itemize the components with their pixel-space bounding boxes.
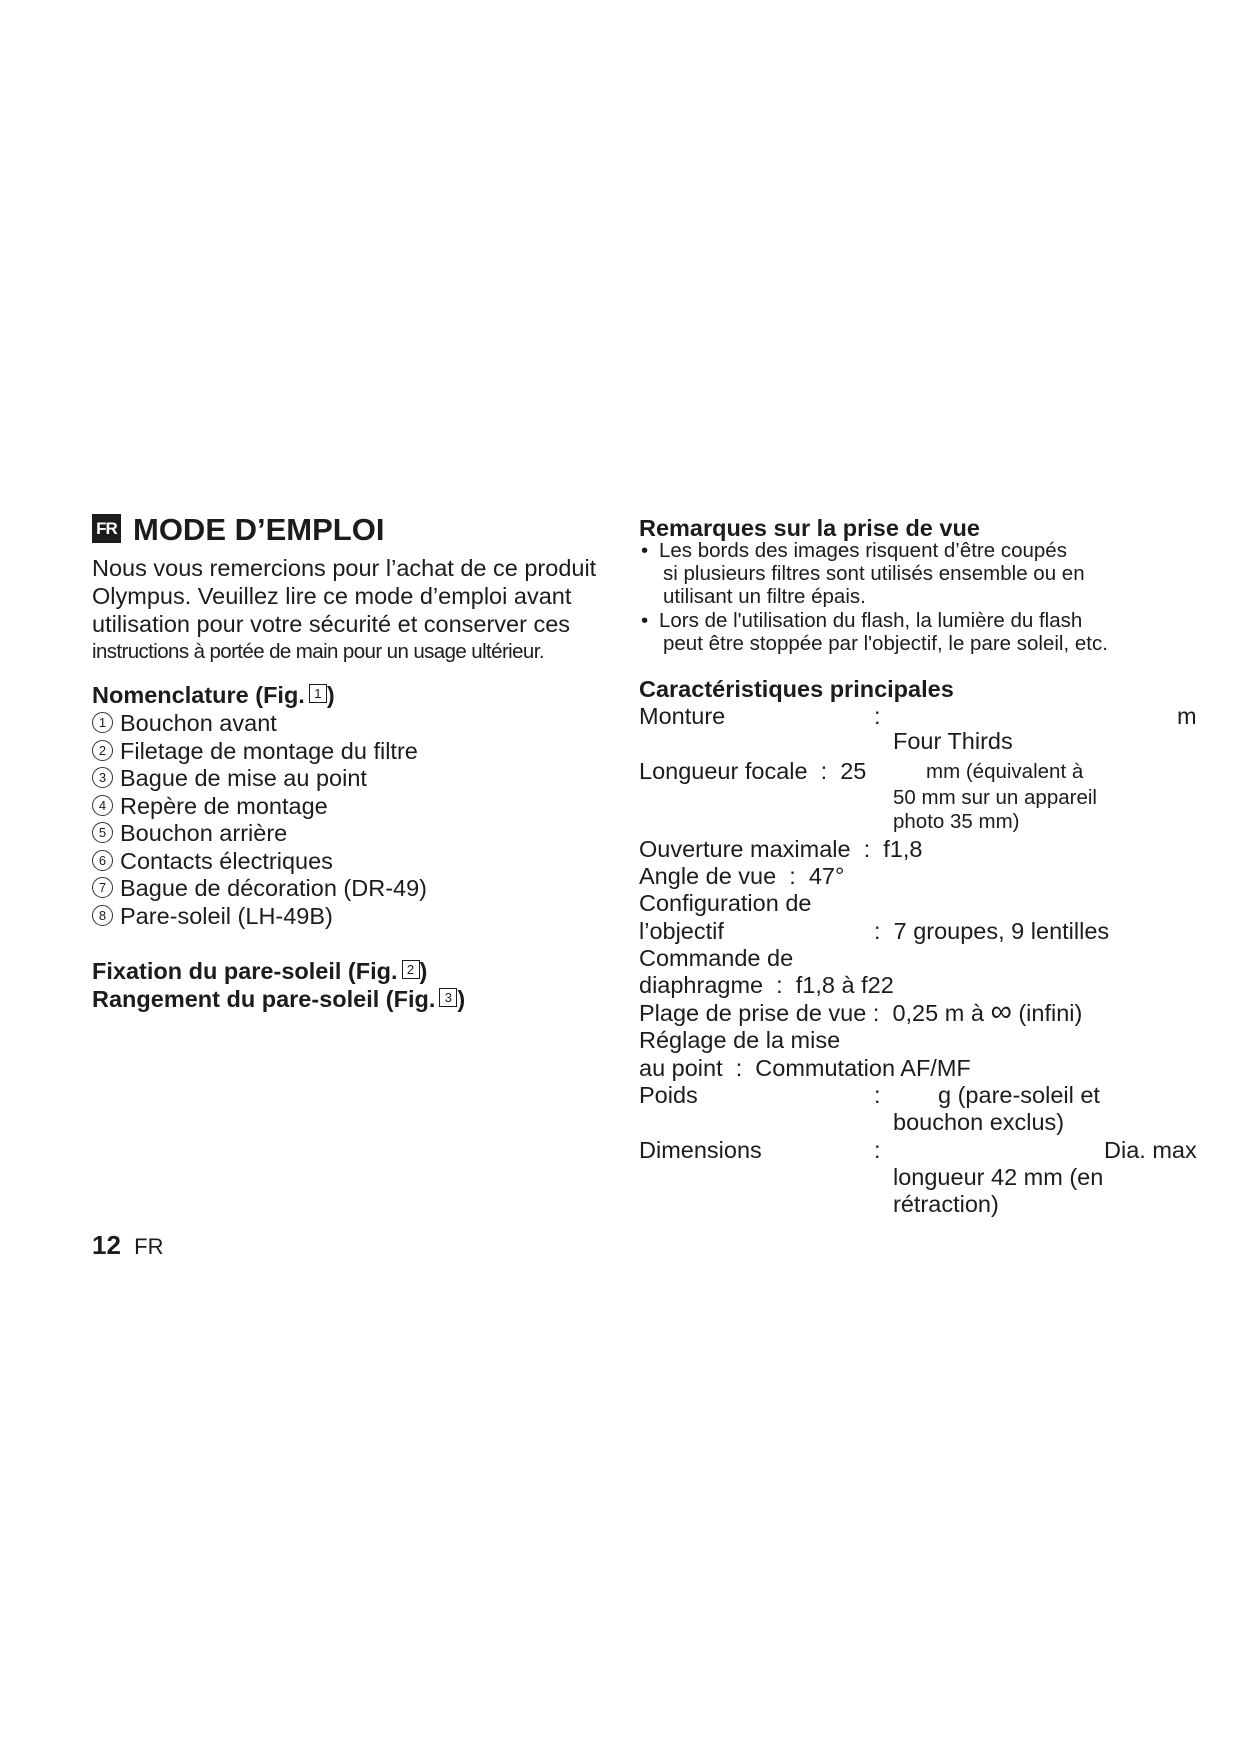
spec-value: 50 mm sur un appareil [893,786,1097,809]
spec-label: diaphragme [639,972,764,998]
spec-value: photo 35 mm) [893,810,1020,833]
page-number: 12 [92,1230,121,1260]
nomenclature-heading [92,681,335,709]
item-number: 3 [92,767,113,788]
intro-line: utilisation pour votre sécurité et conserver ces [92,611,571,637]
spec-value: f1,8 à f22 [795,972,894,998]
language-badge: FR [92,514,121,543]
spec-value: g (pare-soleil et [938,1082,1100,1108]
intro-line: instructions à portée de main pour un usage ultérieur. [92,640,544,663]
spec-label: au point [639,1055,723,1081]
list-item [641,609,1082,633]
list-item [641,539,1067,563]
bullet-text: Les bords des images risquent d’être coupés [659,539,1067,562]
item-number: 1 [92,712,113,733]
heading-paren: ) [419,958,428,984]
spec-colon: : [735,1055,743,1081]
spec-label-text: Longueur focale [639,758,808,784]
figure-ref: 1 [309,684,327,703]
page-footer [92,1230,163,1262]
bullet-text: utilisant un filtre épais. [663,585,866,608]
spec-colon: : [874,703,881,729]
list-item [92,902,333,930]
intro-line: Nous vous remercions pour l’achat de ce produit [92,555,597,581]
infinity-icon: ∞ [990,994,1012,1028]
list-item [92,737,418,765]
list-item [92,847,333,875]
item-number: 7 [92,877,113,898]
spec-value-row [874,917,1109,945]
spec-label: Commande de [639,945,794,971]
title-text: MODE D’EMPLOI [133,512,385,547]
spec-colon: : [872,1000,880,1026]
spec-value: Commutation AF/MF [755,1055,971,1081]
item-number: 4 [92,795,113,816]
heading-paren: ) [457,986,466,1012]
spec-cut-text: m [1177,703,1197,729]
spec-colon: : [820,758,828,784]
spec-row [639,862,844,890]
spec-value: 25 [840,758,867,784]
remarques-heading: Remarques sur la prise de vue [639,515,980,541]
item-number: 2 [92,740,113,761]
spec-colon: : [874,918,881,944]
item-label: Filetage de montage du filtre [120,738,418,764]
list-item [92,819,287,847]
nomenclature-heading-text: Nomenclature (Fig. [92,682,305,708]
spec-value: mm (équivalent à [926,760,1084,783]
spec-row [639,994,1083,1028]
item-number: 5 [92,822,113,843]
list-item [92,874,427,902]
list-item [92,764,367,792]
rangement-text: Rangement du pare-soleil (Fig. [92,986,436,1012]
spec-value: 47° [808,863,845,889]
spec-value: (infini) [1018,1000,1083,1026]
page-title [92,512,384,548]
spec-label: Plage de prise de vue [639,1000,867,1026]
spec-row [639,1054,971,1082]
figure-ref: 2 [402,960,420,979]
spec-label [639,757,866,785]
item-label: Bouchon arrière [120,820,288,846]
spec-value: longueur 42 mm (en [893,1164,1104,1190]
fixation-heading [92,957,427,985]
spec-colon: : [776,972,783,998]
spec-value: 7 groupes, 9 lentilles [893,918,1110,944]
spec-label: l’objectif [639,918,724,944]
intro-line: Olympus. Veuillez lire ce mode d’emploi avant [92,583,572,609]
spec-cut-text: Dia. max [1104,1137,1197,1163]
page-language: FR [134,1234,164,1259]
bullet-text: peut être stoppée par l'objectif, le pare soleil, etc. [663,632,1108,655]
item-number: 8 [92,905,113,926]
specs-heading: Caractéristiques principales [639,676,954,702]
spec-colon: : [789,863,796,889]
spec-label: Monture [639,703,726,729]
spec-value: Four Thirds [893,728,1013,754]
list-item [92,792,328,820]
heading-paren: ) [326,682,335,708]
spec-value: bouchon exclus) [893,1109,1065,1135]
spec-colon: : [874,1082,881,1108]
item-label: Bouchon avant [120,710,277,736]
spec-label: Dimensions [639,1137,762,1163]
item-label: Contacts électriques [120,848,333,874]
spec-label: Réglage de la mise [639,1027,841,1053]
spec-value: rétraction) [893,1191,999,1217]
rangement-heading [92,985,465,1013]
fixation-text: Fixation du pare-soleil (Fig. [92,958,398,984]
list-item [92,709,277,737]
bullet-icon: • [641,609,649,632]
spec-colon: : [874,1137,881,1163]
item-label: Bague de décoration (DR-49) [120,875,427,901]
bullet-text: Lors de l'utilisation du flash, la lumière du flash [659,609,1083,632]
spec-label: Ouverture maximale [639,836,851,862]
spec-label: Poids [639,1082,698,1108]
item-label: Repère de montage [120,793,328,819]
bullet-text: si plusieurs filtres sont utilisés ensemble ou en [663,562,1085,585]
spec-label: Angle de vue [639,863,777,889]
item-number: 6 [92,850,113,871]
spec-label: Configuration de [639,890,812,916]
item-label: Pare-soleil (LH-49B) [120,903,333,929]
spec-colon: : [863,836,871,862]
spec-value: 0,25 m à [892,1000,984,1026]
spec-value: f1,8 [883,836,923,862]
figure-ref: 3 [439,988,457,1007]
item-label: Bague de mise au point [120,765,367,791]
spec-row [639,835,922,863]
bullet-icon: • [641,539,649,562]
spec-row [639,971,894,999]
